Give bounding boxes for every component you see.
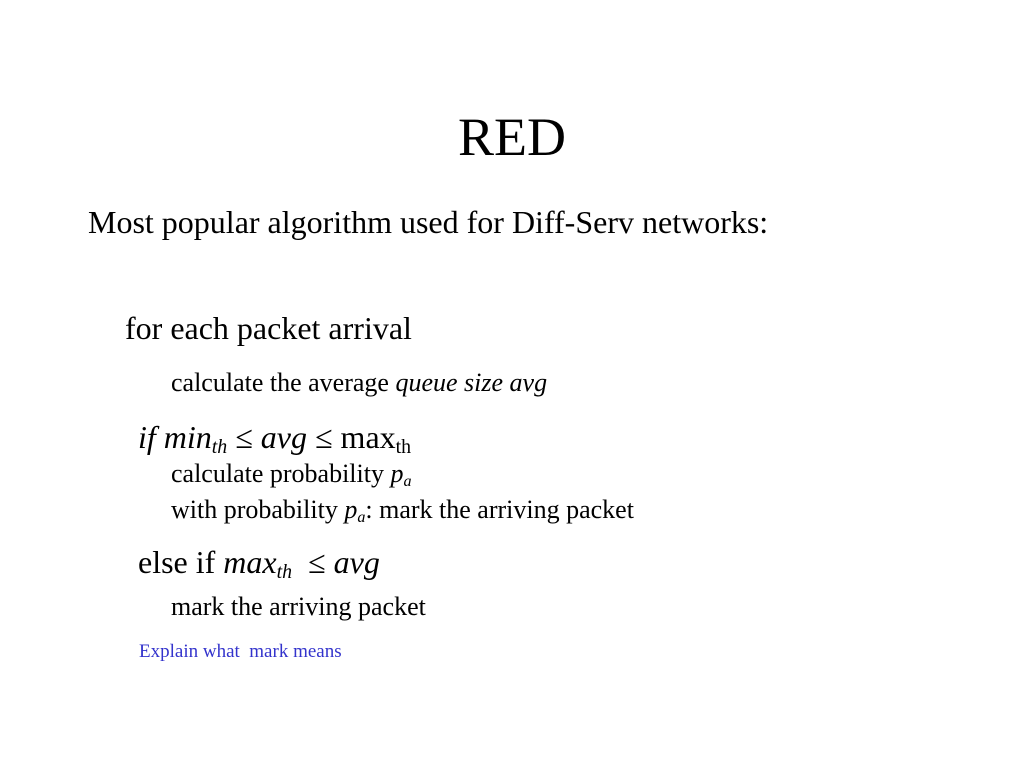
min-term: min bbox=[163, 419, 212, 455]
explain-note: Explain what mark means bbox=[139, 641, 342, 662]
leq-symbol: ≤ bbox=[227, 419, 261, 455]
max-subscript: th bbox=[276, 560, 293, 583]
pseudocode-line-calc-prob bbox=[171, 459, 412, 491]
max-term: max bbox=[223, 544, 277, 580]
p-term: p bbox=[390, 459, 404, 488]
p-term: p bbox=[344, 495, 358, 524]
leq-symbol: ≤ bbox=[292, 544, 334, 580]
calc-avg-text: calculate the average bbox=[171, 368, 396, 397]
queue-size-avg-term: queue size avg bbox=[395, 368, 548, 397]
else-if-keyword: else if bbox=[138, 544, 224, 580]
max-subscript: th bbox=[395, 435, 412, 458]
pseudocode-line-for-each: for each packet arrival bbox=[125, 310, 412, 346]
leq-symbol: ≤ bbox=[306, 419, 341, 455]
with-prob-text: with probability bbox=[171, 495, 345, 524]
pseudocode-line-if-condition bbox=[138, 419, 412, 458]
slide-title: RED bbox=[458, 107, 566, 167]
p-subscript: a bbox=[403, 473, 412, 491]
pseudocode-line-else-if bbox=[138, 544, 380, 583]
mark-packet-text: : mark the arriving packet bbox=[365, 495, 634, 524]
min-subscript: th bbox=[211, 435, 228, 458]
max-term: max bbox=[340, 419, 396, 455]
if-keyword: if bbox=[138, 419, 164, 455]
slide-subtitle: Most popular algorithm used for Diff-Serv networks: bbox=[88, 204, 769, 240]
calc-prob-text: calculate probability bbox=[171, 459, 391, 488]
pseudocode-line-mark-packet: mark the arriving packet bbox=[171, 592, 426, 621]
avg-term: avg bbox=[260, 419, 307, 455]
avg-term: avg bbox=[333, 544, 380, 580]
pseudocode-line-mark-with-prob bbox=[171, 495, 634, 527]
p-subscript: a bbox=[357, 509, 366, 527]
pseudocode-line-calc-avg bbox=[171, 370, 547, 396]
